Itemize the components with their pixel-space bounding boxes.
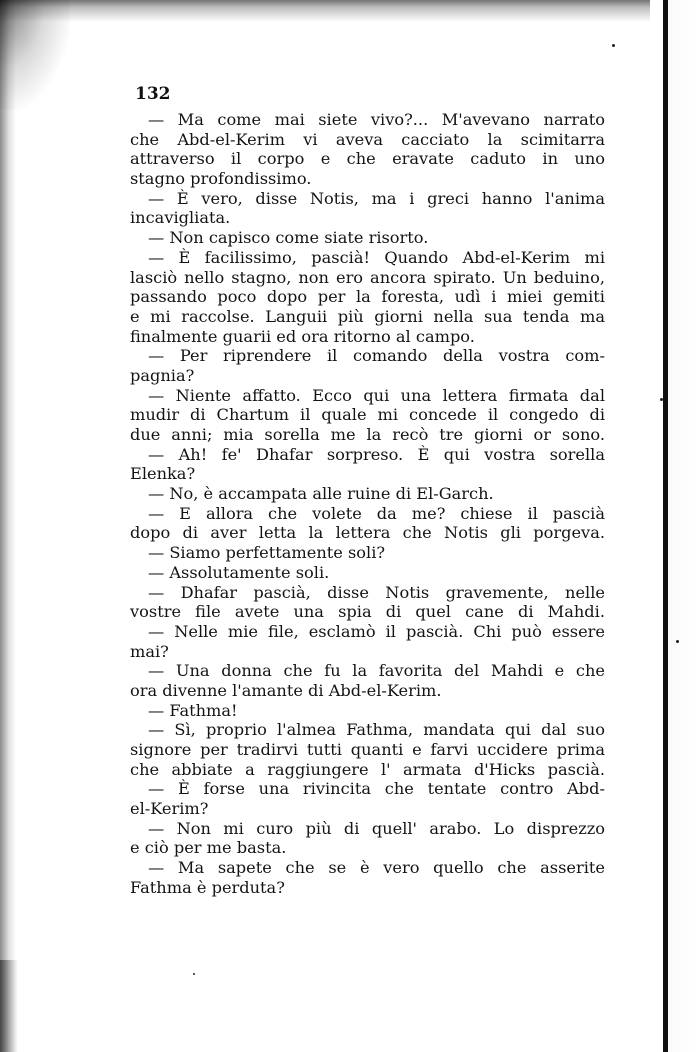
- text-line: due anni; mia sorella me la recò tre giorni or sono.: [130, 425, 605, 444]
- scan-edge-corner: [0, 0, 70, 110]
- text-line: — Nelle mie file, esclamò il pascià. Chi può essere: [148, 621, 605, 641]
- body-text: [130, 110, 605, 898]
- text-line: lasciò nello stagno, non ero ancora spirato. Un beduino,: [130, 267, 605, 287]
- text-line: finalmente guarii ed ora ritorno al campo.: [130, 326, 475, 346]
- text-line: — Dhafar pascià, disse Notis gravemente, nelle: [148, 582, 605, 602]
- scan-speck: [193, 973, 195, 975]
- text-line: mudir di Chartum il quale mi concede il congedo di: [130, 405, 605, 425]
- text-line: attraverso il corpo e che eravate caduto in uno: [130, 149, 605, 169]
- text-line: — Ah! fe' Dhafar sorpreso. È qui vostra sorella: [148, 444, 605, 464]
- text-line: ora divenne l'amante di Abd-el-Kerim.: [130, 680, 442, 700]
- scan-speck: [660, 398, 663, 401]
- text-line: — Siamo perfettamente soli?: [148, 543, 386, 563]
- text-line: — Ma come mai siete vivo?... M'avevano narrato: [148, 110, 605, 129]
- text-line: dopo di aver letta la lettera che Notis gli porgeva.: [130, 523, 605, 543]
- text-line: — È vero, disse Notis, ma i greci hanno l'anima: [148, 188, 605, 208]
- text-line: vostre file avete una spia di quel cane di Mahdi.: [130, 602, 605, 622]
- text-line: — Una donna che fu la favorita del Mahdi e che: [148, 661, 605, 681]
- text-line: passando poco dopo per la foresta, udì i miei gemiti: [130, 287, 605, 307]
- text-line: — E allora che volete da me? chiese il pascià: [148, 503, 605, 523]
- text-line: — Non capisco come siate risorto.: [148, 228, 429, 248]
- scan-speck: [612, 44, 615, 47]
- scan-edge-top: [0, 0, 650, 22]
- text-line: incavigliata.: [130, 208, 231, 228]
- text-line: el-Kerim?: [130, 799, 209, 819]
- text-line: Elenka?: [130, 464, 196, 484]
- text-line: — Non mi curo più di quell' arabo. Lo disprezzo: [148, 818, 605, 838]
- page-number: 132: [135, 84, 171, 104]
- text-line: Fathma è perduta?: [130, 877, 285, 897]
- text-line: signore per tradirvi tutti quanti e farvi uccidere prima: [130, 740, 605, 759]
- text-line: — No, è accampata alle ruine di El-Garch.: [148, 484, 494, 504]
- scan-edge-left: [0, 0, 16, 1052]
- text-line: e mi raccolse. Languii più giorni nella sua tenda ma: [130, 306, 605, 326]
- text-line: — È forse una rivincita che tentate contro Abd-: [148, 779, 605, 799]
- text-line: stagno profondissimo.: [130, 169, 312, 189]
- text-line: — Sì, proprio l'almea Fathma, mandata qui dal suo: [148, 720, 605, 740]
- text-line: che abbiate a raggiungere l' armata d'Hicks pascià.: [130, 759, 605, 779]
- text-line: — Fathma!: [148, 700, 238, 720]
- text-line: — Ma sapete che se è vero quello che asserite: [148, 858, 605, 878]
- scan-speck: [676, 640, 679, 643]
- text-line: — Per riprendere il comando della vostra com-: [148, 346, 605, 366]
- text-line: — Assolutamente soli.: [148, 562, 330, 582]
- text-line: che Abd-el-Kerim vi aveva cacciato la scimitarra: [130, 129, 605, 149]
- text-line: — È facilissimo, pascià! Quando Abd-el-Kerim mi: [148, 247, 605, 267]
- text-line: — Niente affatto. Ecco qui una lettera firmata dal: [148, 385, 605, 405]
- scan-edge-bottom-left: [0, 960, 18, 1052]
- text-line: pagnia?: [130, 365, 195, 385]
- text-line: mai?: [130, 641, 169, 661]
- text-line: e ciò per me basta.: [130, 838, 287, 858]
- binding-edge-shade: [668, 0, 700, 1052]
